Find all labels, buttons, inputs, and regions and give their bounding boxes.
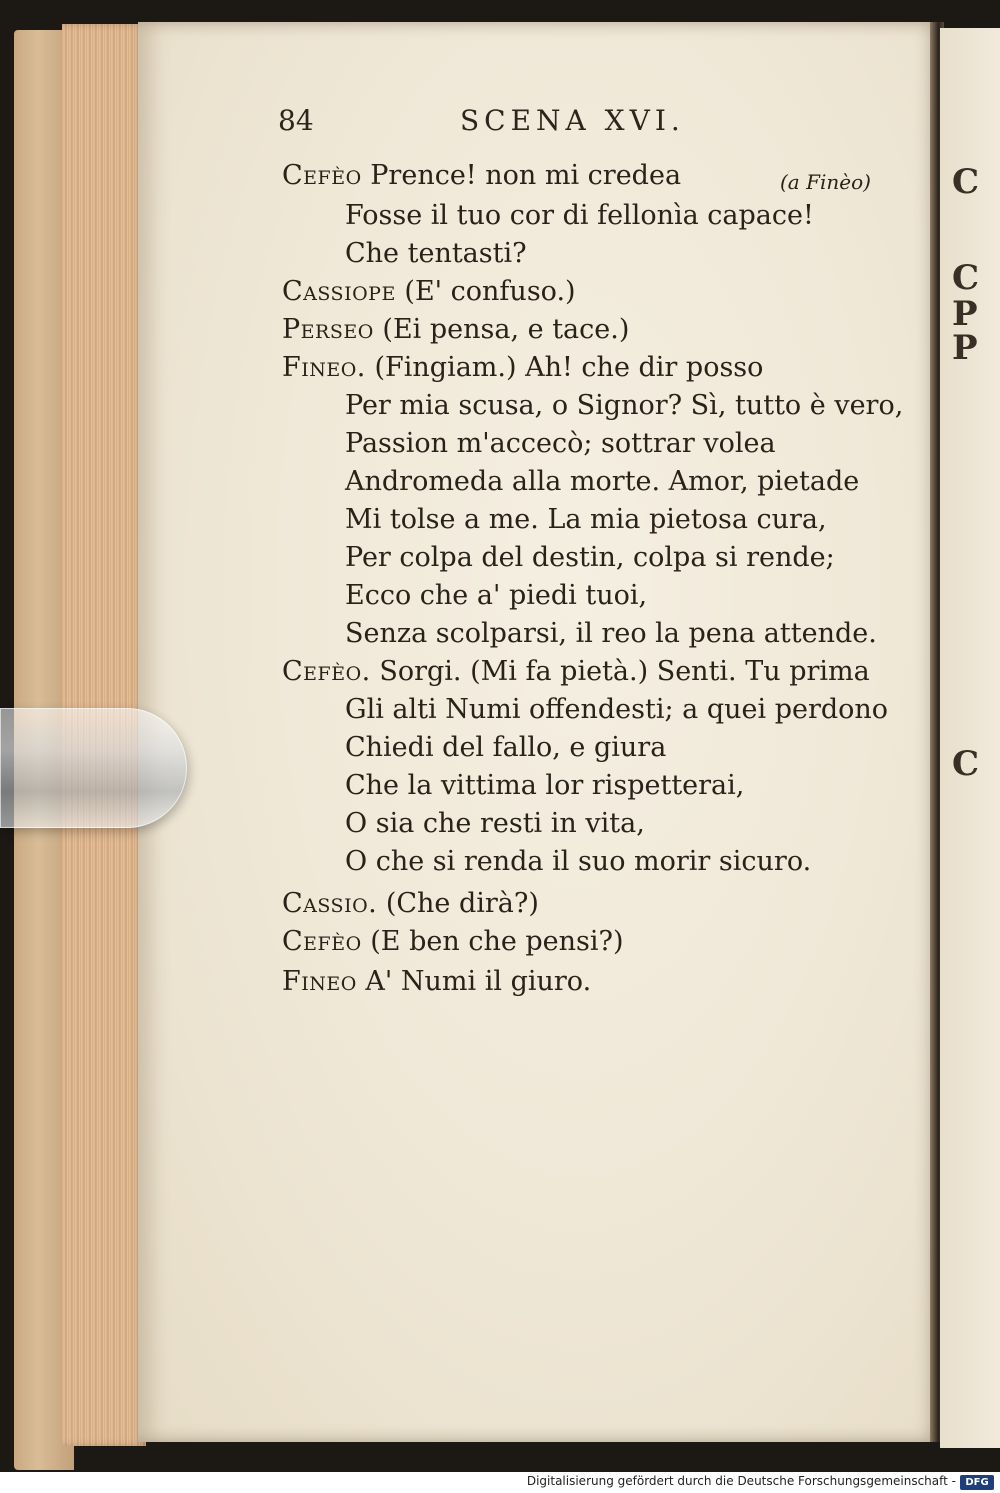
verse-text: O che si renda il suo morir sicuro. — [345, 846, 812, 877]
verse-line — [282, 352, 763, 384]
speaker-name: Cassio. — [282, 888, 378, 919]
page-number: 84 — [278, 104, 314, 137]
verse-text: Ecco che a' piedi tuoi, — [345, 580, 648, 611]
verse-line — [345, 200, 814, 232]
footer-bar — [0, 1472, 1000, 1493]
verse-line — [345, 846, 811, 878]
speaker-name: Fineo. — [282, 352, 366, 383]
verse-line — [345, 694, 888, 726]
verse-line — [345, 542, 835, 574]
verse-line — [282, 888, 539, 920]
facing-page-fragment — [940, 28, 1000, 1448]
verse-text: O sia che resti in vita, — [345, 808, 645, 839]
verse-text: Sorgi. (Mi fa pietà.) Senti. Tu prima — [379, 656, 870, 687]
speaker-name: Cefèo — [282, 160, 362, 191]
funding-credit: Digitalisierung gefördert durch die Deutsche Forschungsgemeinschaft - — [526, 1474, 956, 1488]
verse-line — [282, 314, 629, 346]
verse-line — [282, 276, 576, 308]
verse-text: Prence! non mi credea — [370, 160, 682, 191]
speaker-name: Cefèo — [282, 926, 362, 957]
stage-direction: (a Finèo) — [780, 170, 871, 194]
facing-glyph: C — [952, 258, 980, 298]
verse-line — [345, 428, 776, 460]
verse-line — [345, 808, 645, 840]
verse-text: Mi tolse a me. La mia pietosa cura, — [345, 504, 827, 535]
verse-text: Fosse il tuo cor di fellonìa capace! — [345, 200, 814, 231]
facing-glyph: P — [952, 328, 978, 368]
verse-text: Per mia scusa, o Signor? Sì, tutto è vero, — [345, 390, 904, 421]
speaker-name: Fineo — [282, 966, 357, 997]
verse-line — [345, 466, 859, 498]
verse-line — [345, 580, 647, 612]
verse-line — [345, 732, 666, 764]
dfg-logo: DFG — [960, 1475, 994, 1490]
facing-glyph: C — [952, 162, 980, 202]
facing-glyph: C — [952, 744, 980, 784]
verse-line — [345, 504, 827, 536]
verse-text: (Che dirà?) — [385, 888, 539, 919]
verse-text: Senza scolparsi, il reo la pena attende. — [345, 618, 877, 649]
verse-text: Chiedi del fallo, e giura — [345, 732, 667, 763]
facing-glyph: P — [952, 294, 978, 334]
verse-text: A' Numi il giuro. — [365, 966, 592, 997]
verse-text: Passion m'accecò; sottrar volea — [345, 428, 776, 459]
verse-line — [345, 238, 527, 270]
verse-text: Gli alti Numi offendesti; a quei perdono — [345, 694, 889, 725]
verse-line — [345, 770, 744, 802]
verse-text: (Ei pensa, e tace.) — [382, 314, 630, 345]
verse-line — [345, 618, 877, 650]
speaker-name: Cefèo. — [282, 656, 371, 687]
verse-text: Andromeda alla morte. Amor, pietade — [345, 466, 860, 497]
verse-line — [282, 926, 624, 958]
speaker-name: Perseo — [282, 314, 374, 345]
page-holder-clip — [0, 708, 187, 828]
running-head: SCENA XVI. — [460, 104, 685, 137]
verse-line — [282, 160, 681, 192]
verse-line — [282, 966, 591, 998]
verse-text: (E' confuso.) — [404, 276, 576, 307]
verse-line — [345, 390, 903, 422]
verse-text: Che la vittima lor rispetterai, — [345, 770, 745, 801]
verse-line — [282, 656, 870, 688]
verse-text: Per colpa del destin, colpa si rende; — [345, 542, 835, 573]
verse-text: (Fingiam.) Ah! che dir posso — [374, 352, 764, 383]
verse-text: Che tentasti? — [345, 238, 527, 269]
speaker-name: Cassiope — [282, 276, 396, 307]
verse-text: (E ben che pensi?) — [370, 926, 624, 957]
